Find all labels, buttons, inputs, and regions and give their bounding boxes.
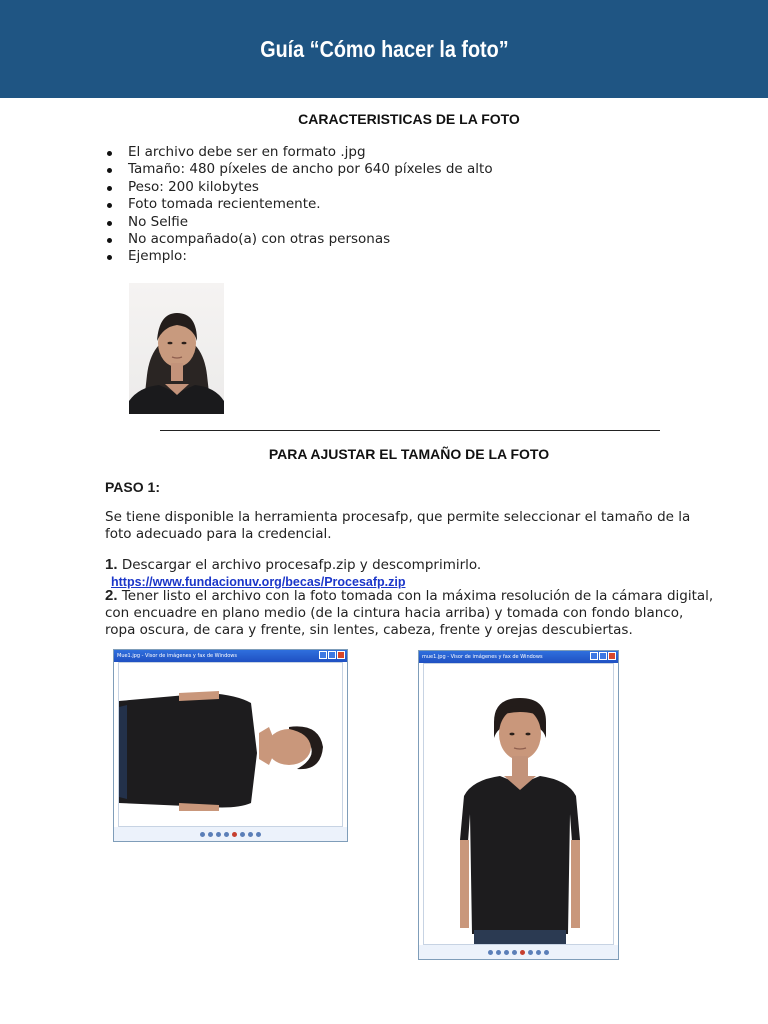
window-title: Mue1.jpg - Visor de imágenes y fax de Windows [117, 653, 237, 659]
zoom-icon[interactable] [216, 832, 221, 837]
viewer-toolbar [419, 945, 618, 959]
help-icon[interactable] [256, 832, 261, 837]
zoom-icon[interactable] [504, 950, 509, 955]
next-icon[interactable] [496, 950, 501, 955]
image-viewer-window-right [418, 650, 619, 960]
list-item: Foto tomada recientemente. [105, 196, 493, 213]
step-2 [105, 587, 717, 639]
list-item: Tamaño: 480 píxeles de ancho por 640 píxeles de alto [105, 161, 493, 178]
step-1 [105, 556, 745, 591]
intro-paragraph: Se tiene disponible la herramienta procesafp, que permite seleccionar el tamaño de la foto adecuado para la credencial. [105, 509, 691, 542]
delete-icon[interactable] [232, 832, 237, 837]
window-title: mue1.jpg - Visor de imágenes y fax de Windows [422, 654, 543, 660]
paso-label: PASO 1: [105, 479, 160, 495]
close-icon[interactable] [608, 652, 616, 660]
section1-title: CARACTERISTICAS DE LA FOTO [298, 111, 520, 127]
rotate-icon[interactable] [512, 950, 517, 955]
header-title: Guía “Cómo hacer la foto” [259, 35, 509, 62]
save-icon[interactable] [536, 950, 541, 955]
list-item: El archivo debe ser en formato .jpg [105, 144, 493, 161]
example-portrait-photo [129, 283, 224, 414]
download-link[interactable]: https://www.fundacionuv.org/becas/Procesafp.zip [111, 575, 406, 589]
section2-title: PARA AJUSTAR EL TAMAÑO DE LA FOTO [268, 446, 550, 462]
delete-icon[interactable] [520, 950, 525, 955]
step-2-number: 2. [105, 587, 118, 604]
maximize-icon[interactable] [328, 651, 336, 659]
help-icon[interactable] [544, 950, 549, 955]
viewer-canvas [423, 663, 614, 945]
list-item: No Selfie [105, 214, 493, 231]
rotate-icon[interactable] [224, 832, 229, 837]
image-viewer-window-left [113, 649, 348, 842]
list-item: Peso: 200 kilobytes [105, 179, 493, 196]
window-titlebar [114, 650, 347, 662]
save-icon[interactable] [248, 832, 253, 837]
characteristics-list [105, 144, 493, 266]
maximize-icon[interactable] [599, 652, 607, 660]
print-icon[interactable] [240, 832, 245, 837]
step-1-number: 1. [105, 556, 118, 573]
divider [160, 430, 660, 431]
viewer-toolbar [114, 827, 347, 841]
list-item: No acompañado(a) con otras personas [105, 231, 493, 248]
step-2-text: Tener listo el archivo con la foto tomada con la máxima resolución de la cámara digital, con encuadre en plano medio (de la cintura hacia arriba) y tomada con fondo blanco, ropa oscura, de cara y frente, sin lentes, cabeza, frente y orejas descubiertas. [105, 588, 714, 638]
minimize-icon[interactable] [590, 652, 598, 660]
close-icon[interactable] [337, 651, 345, 659]
list-item: Ejemplo: [105, 248, 493, 265]
rotated-person-photo [119, 663, 343, 827]
page-header [0, 0, 768, 98]
upright-person-photo [424, 664, 614, 945]
window-titlebar [419, 651, 618, 663]
minimize-icon[interactable] [319, 651, 327, 659]
print-icon[interactable] [528, 950, 533, 955]
viewer-canvas [118, 662, 343, 827]
step-1-text: Descargar el archivo procesafp.zip y descomprimirlo. [121, 557, 482, 573]
next-icon[interactable] [208, 832, 213, 837]
previous-icon[interactable] [488, 950, 493, 955]
previous-icon[interactable] [200, 832, 205, 837]
